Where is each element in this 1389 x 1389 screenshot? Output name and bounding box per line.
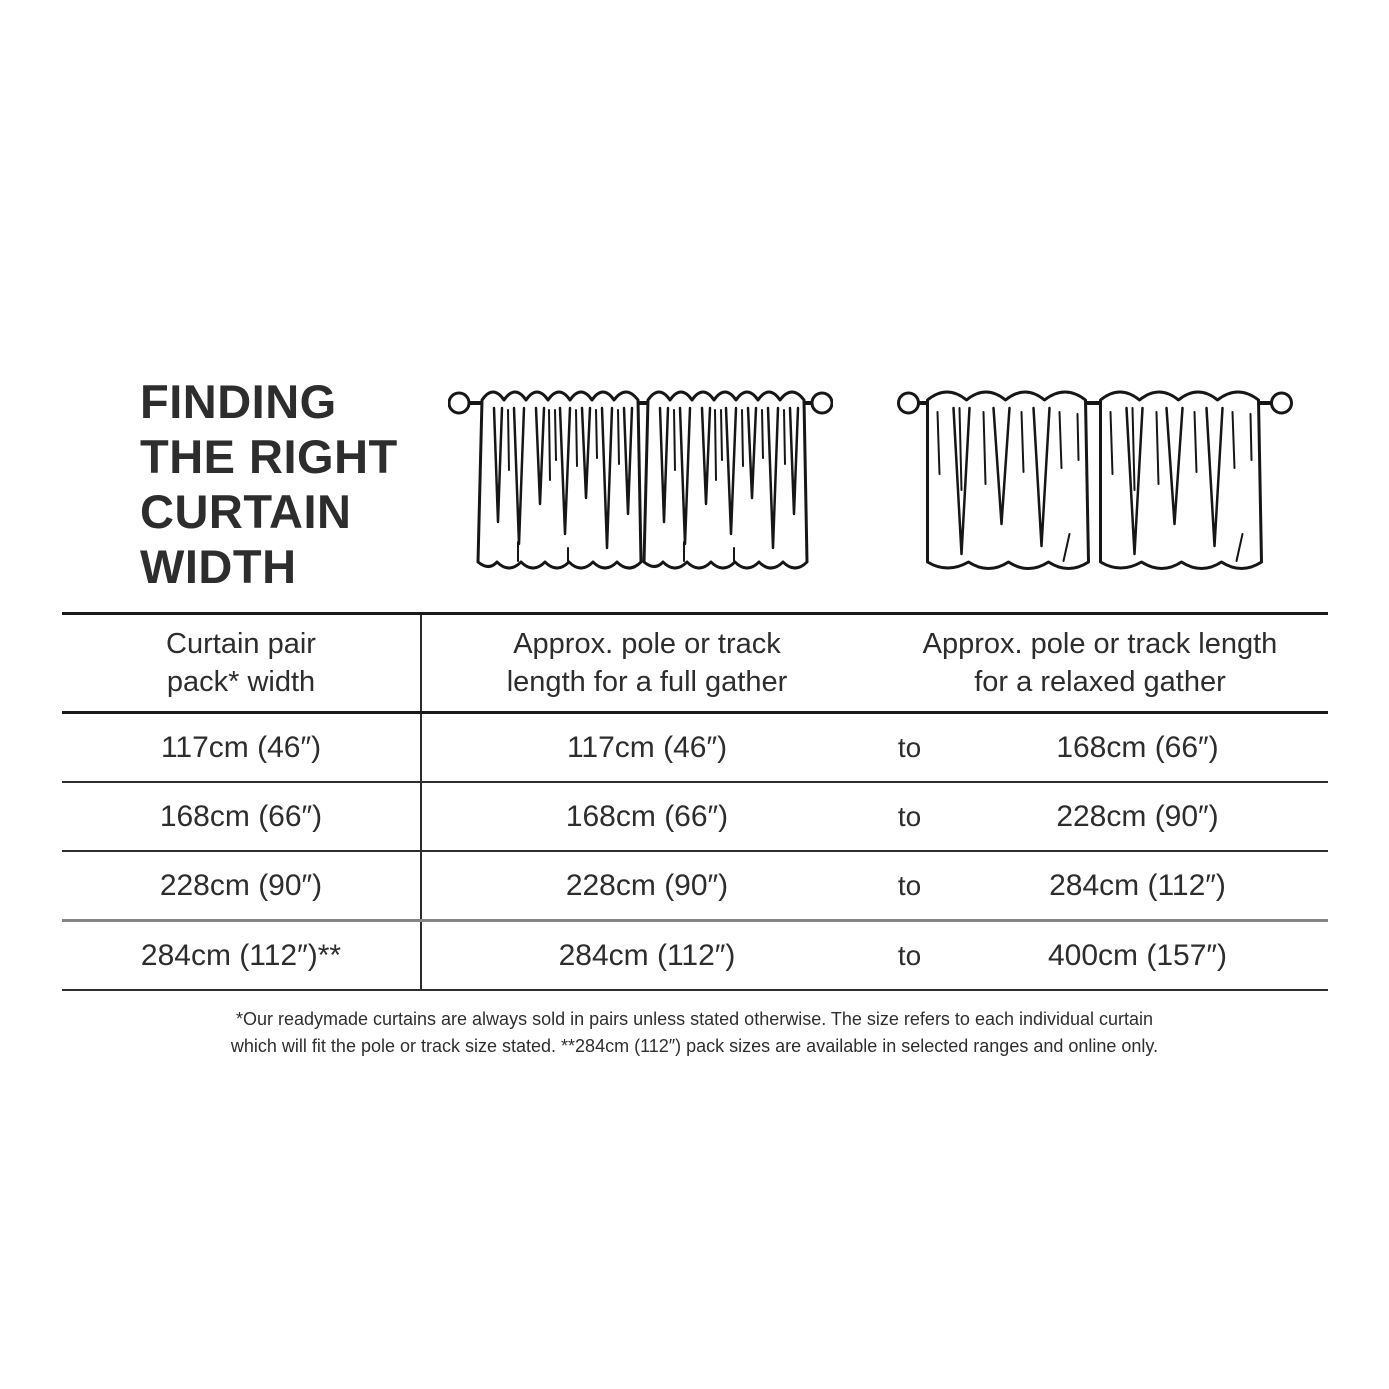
column-header-pack-width <box>62 615 422 711</box>
page-title <box>140 374 398 594</box>
range-word: to <box>897 731 922 763</box>
header-line: Approx. pole or track length <box>922 628 1278 660</box>
title-line-1: FINDING <box>140 375 337 428</box>
cell-pack-width: 228cm (90″) <box>62 852 422 919</box>
full-gather-curtains-icon <box>448 372 833 582</box>
cell-pack-width: 168cm (66″) <box>62 783 422 850</box>
cell-relaxed-gather: 228cm (90″) <box>1056 799 1219 833</box>
footnote-line-1: *Our readymade curtains are always sold in pairs unless stated otherwise. The size refers to each individual curtain <box>235 1009 1154 1029</box>
cell-relaxed-gather: 168cm (66″) <box>1056 730 1219 764</box>
table-header-row <box>62 612 1328 714</box>
footnote-line-2: which will fit the pole or track size stated. **284cm (112″) pack sizes are available in selected ranges and online only. <box>230 1036 1159 1056</box>
table-row <box>62 714 1328 783</box>
header-line: length for a full gather <box>506 666 788 698</box>
cell-pack-width: 117cm (46″) <box>62 714 422 781</box>
range-word: to <box>897 939 922 971</box>
cell-full-gather: 168cm (66″) <box>565 799 729 833</box>
cell-full-gather: 284cm (112″) <box>558 938 736 972</box>
cell-full-gather: 117cm (46″) <box>566 730 728 764</box>
relaxed-gather-curtains-icon <box>896 372 1294 582</box>
table-row <box>62 852 1328 922</box>
header-line: Approx. pole or track <box>513 628 781 660</box>
title-line-3: CURTAIN <box>140 485 352 538</box>
curtain-size-table <box>62 612 1328 991</box>
header-line: for a relaxed gather <box>974 666 1226 698</box>
table-row <box>62 783 1328 852</box>
title-line-2: THE RIGHT <box>140 430 398 483</box>
table-row <box>62 922 1328 991</box>
column-header-full-gather <box>422 615 872 711</box>
header-line: Curtain pair <box>166 628 316 660</box>
column-header-relaxed-gather <box>872 615 1328 711</box>
header-line: pack* width <box>166 666 316 698</box>
cell-relaxed-gather: 284cm (112″) <box>1049 868 1226 902</box>
range-word: to <box>897 800 922 832</box>
cell-relaxed-gather: 400cm (157″) <box>1047 938 1228 972</box>
range-word: to <box>897 869 922 901</box>
footnote <box>0 1006 1389 1060</box>
cell-pack-width: 284cm (112″)** <box>62 922 422 989</box>
title-line-4: WIDTH <box>140 540 297 593</box>
cell-full-gather: 228cm (90″) <box>565 868 729 902</box>
